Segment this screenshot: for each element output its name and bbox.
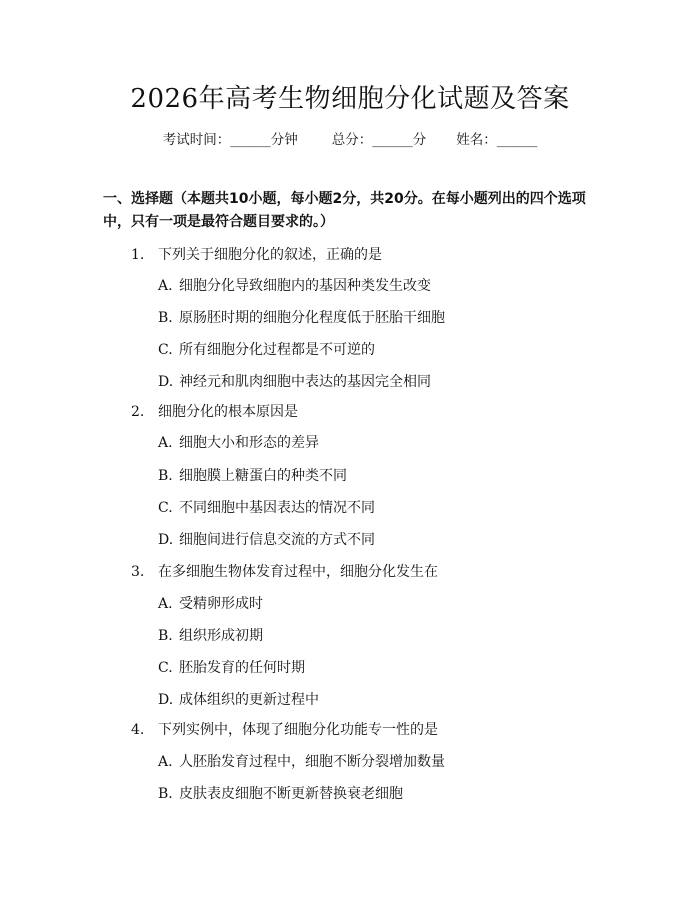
option-letter: D.	[158, 532, 174, 548]
option-letter: C.	[158, 342, 173, 358]
option-1a	[158, 276, 431, 296]
option-text: 细胞大小和形态的差异	[179, 435, 319, 451]
question-text: 在多细胞生物体发育过程中，细胞分化发生在	[158, 564, 438, 580]
option-1d	[158, 372, 431, 392]
option-text: 细胞分化导致细胞内的基因种类发生改变	[179, 278, 431, 294]
page-title: 2026年高考生物细胞分化试题及答案	[130, 84, 570, 114]
option-1b	[158, 308, 445, 328]
question-4	[131, 720, 438, 740]
option-text: 所有细胞分化过程都是不可逆的	[179, 342, 375, 358]
question-text: 下列关于细胞分化的叙述，正确的是	[158, 247, 382, 263]
option-letter: B.	[158, 786, 173, 802]
option-letter: B.	[158, 468, 173, 484]
option-4b	[158, 784, 403, 804]
option-letter: C.	[158, 660, 173, 676]
question-number: 4.	[131, 722, 145, 738]
option-letter: A.	[158, 435, 173, 451]
option-letter: A.	[158, 754, 173, 770]
total-score-label: 总分：______分	[331, 132, 427, 148]
question-number: 1.	[131, 247, 145, 263]
option-text: 成体组织的更新过程中	[179, 692, 319, 708]
option-text: 胚胎发育的任何时期	[179, 660, 305, 676]
option-1c	[158, 340, 375, 360]
student-name-label: 姓名：______	[456, 132, 538, 148]
option-letter: C.	[158, 500, 173, 516]
option-text: 神经元和肌肉细胞中表达的基因完全相同	[179, 374, 431, 390]
question-number: 2.	[131, 404, 145, 420]
question-number: 3.	[131, 564, 145, 580]
question-text: 细胞分化的根本原因是	[158, 404, 298, 420]
question-1	[131, 245, 382, 265]
question-2	[131, 402, 298, 422]
option-text: 受精卵形成时	[179, 596, 263, 612]
option-text: 组织形成初期	[179, 628, 263, 644]
option-text: 人胚胎发育过程中，细胞不断分裂增加数量	[179, 754, 445, 770]
option-2c	[158, 498, 375, 518]
option-2b	[158, 466, 347, 486]
option-letter: B.	[158, 310, 173, 326]
option-letter: D.	[158, 692, 174, 708]
option-3c	[158, 658, 305, 678]
exam-time-label: 考试时间：______分钟	[162, 132, 298, 148]
option-letter: A.	[158, 278, 173, 294]
option-4a	[158, 752, 445, 772]
option-text: 原肠胚时期的细胞分化程度低于胚胎干细胞	[179, 310, 445, 326]
exam-meta	[0, 130, 700, 150]
option-3a	[158, 594, 263, 614]
option-3b	[158, 626, 263, 646]
option-2a	[158, 433, 319, 453]
option-letter: B.	[158, 628, 173, 644]
option-letter: A.	[158, 596, 173, 612]
option-3d	[158, 690, 319, 710]
option-text: 细胞间进行信息交流的方式不同	[179, 532, 375, 548]
option-text: 细胞膜上糖蛋白的种类不同	[179, 468, 347, 484]
question-3	[131, 562, 438, 582]
option-text: 不同细胞中基因表达的情况不同	[179, 500, 375, 516]
section-heading: 一、选择题（本题共10小题，每小题2分，共20分。在每小题列出的四个选项中，只有一项是最符合题目要求的。）	[103, 191, 586, 230]
option-text: 皮肤表皮细胞不断更新替换衰老细胞	[179, 786, 403, 802]
option-letter: D.	[158, 374, 174, 390]
question-text: 下列实例中，体现了细胞分化功能专一性的是	[158, 722, 438, 738]
option-2d	[158, 530, 375, 550]
